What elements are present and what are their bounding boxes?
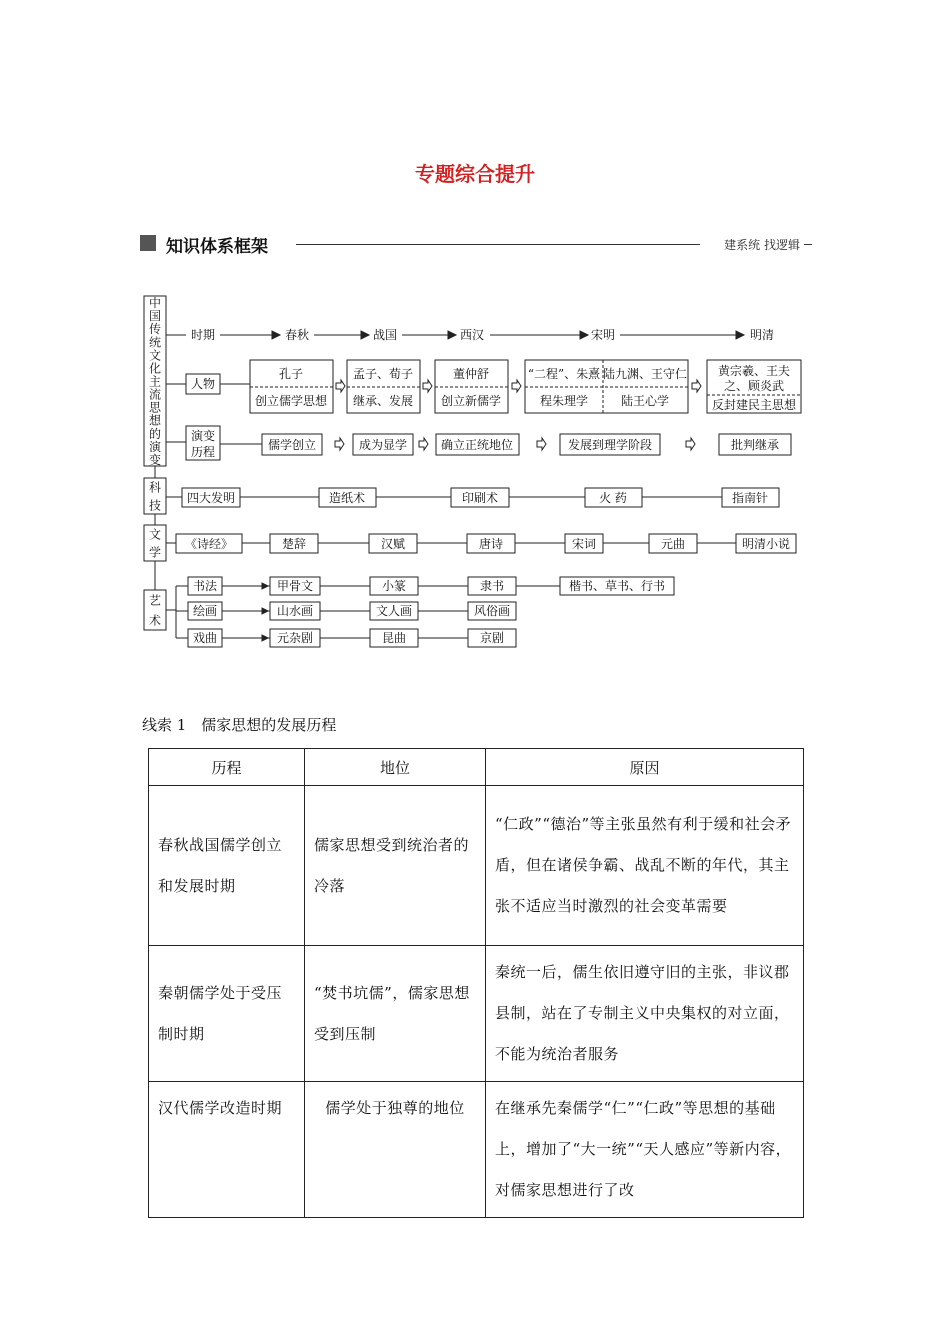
table-row — [149, 1082, 804, 1218]
clue-heading: 线索 1 儒家思想的发展历程 — [142, 716, 337, 734]
people-name: 黄宗羲、王夫 — [717, 364, 791, 378]
art-item: 文人画 — [375, 604, 413, 618]
lit-item: 唐诗 — [478, 537, 504, 551]
table-cell: 秦朝儒学处于受压制时期 — [149, 946, 305, 1082]
table-cell: 秦统一后，儒生依旧遵守旧的主张，非议郡县制，站在了专制主义中央集权的对立面，不能为统治者服务 — [486, 946, 804, 1082]
people-name: 孟子、荀子 — [352, 367, 414, 381]
people-desc: 继承、发展 — [352, 394, 414, 408]
table-cell: 春秋战国儒学创立和发展时期 — [149, 786, 305, 946]
process-item: 批判继承 — [730, 438, 780, 452]
people-name: 之、顾炎武 — [723, 379, 785, 393]
page-title: 专题综合提升 — [415, 162, 535, 186]
people-name: “二程”、朱熹 — [527, 367, 601, 381]
table-cell: 儒学处于独尊的地位 — [305, 1082, 486, 1218]
art-label: 艺术 — [148, 593, 162, 628]
era-item: 西汉 — [459, 328, 485, 342]
section-subheading: 建系统 找逻辑 — [724, 238, 800, 252]
people-name: 董仲舒 — [452, 367, 490, 381]
process-item: 儒学创立 — [267, 438, 317, 452]
history-table — [148, 748, 804, 1218]
art-item: 元杂剧 — [276, 631, 314, 645]
lit-item: 《诗经》 — [184, 537, 234, 551]
table-cell: 汉代儒学改造时期 — [149, 1082, 305, 1218]
tech-item: 指南针 — [731, 491, 769, 505]
process-item: 发展到理学阶段 — [567, 438, 653, 452]
people-desc: 陆王心学 — [620, 394, 670, 408]
art-item: 楷书、草书、行书 — [568, 579, 666, 593]
era-item: 宋明 — [590, 328, 616, 342]
art-row-label: 戏曲 — [192, 631, 218, 645]
lit-item: 楚辞 — [281, 537, 307, 551]
lit-item: 宋词 — [571, 537, 597, 551]
people-desc: 程朱理学 — [539, 394, 589, 408]
process-label: 演变 — [190, 429, 216, 443]
art-item: 甲骨文 — [276, 579, 314, 593]
process-item: 确立正统地位 — [440, 438, 514, 452]
table-header-row — [149, 749, 804, 786]
art-item: 隶书 — [479, 579, 505, 593]
tech-label: 科技 — [148, 480, 162, 513]
people-desc: 创立儒学思想 — [254, 394, 328, 408]
people-desc: 反封建民主思想 — [711, 398, 797, 412]
lit-item: 明清小说 — [741, 537, 791, 551]
table-row — [149, 946, 804, 1082]
tech-item: 造纸术 — [328, 491, 366, 505]
art-item: 风俗画 — [473, 604, 511, 618]
tech-item: 四大发明 — [186, 491, 236, 505]
art-item: 小篆 — [381, 579, 407, 593]
art-item: 山水画 — [276, 604, 314, 618]
art-item: 昆曲 — [381, 631, 407, 645]
art-row-label: 书法 — [192, 579, 218, 593]
lit-item: 汉赋 — [380, 537, 406, 551]
people-name: 陆九渊、王守仁 — [602, 367, 688, 381]
process-label: 历程 — [190, 445, 216, 459]
art-row-label: 绘画 — [192, 604, 218, 618]
people-label: 人物 — [190, 377, 216, 391]
era-item: 明清 — [749, 328, 775, 342]
people-name: 孔子 — [278, 367, 304, 381]
literature-label: 文学 — [148, 527, 162, 560]
table-header: 原因 — [486, 749, 804, 786]
era-item: 战国 — [372, 328, 398, 342]
table-cell: 在继承先秦儒学“仁”“仁政”等思想的基础上，增加了“大一统”“天人感应”等新内容，对儒家思想进行了改 — [486, 1082, 804, 1218]
lit-item: 元曲 — [660, 537, 686, 551]
era-item: 春秋 — [284, 328, 310, 342]
table-header: 历程 — [149, 749, 305, 786]
table-cell: “焚书坑儒”，儒家思想受到压制 — [305, 946, 486, 1082]
tech-item: 印刷术 — [461, 491, 499, 505]
era-label: 时期 — [190, 328, 216, 342]
table-header: 地位 — [305, 749, 486, 786]
process-item: 成为显学 — [358, 438, 408, 452]
tech-item: 火 药 — [599, 491, 627, 505]
section-heading: 知识体系框架 — [166, 237, 268, 257]
main-label: 中国传统文化主流思想的演变 — [148, 296, 162, 467]
people-desc: 创立新儒学 — [440, 394, 502, 408]
table-cell: 儒家思想受到统治者的冷落 — [305, 786, 486, 946]
table-row — [149, 786, 804, 946]
art-item: 京剧 — [479, 631, 505, 645]
table-cell: “仁政”“德治”等主张虽然有利于缓和社会矛盾，但在诸侯争霸、战乱不断的年代，其主张不适应当时激烈的社会变革需要 — [486, 786, 804, 946]
